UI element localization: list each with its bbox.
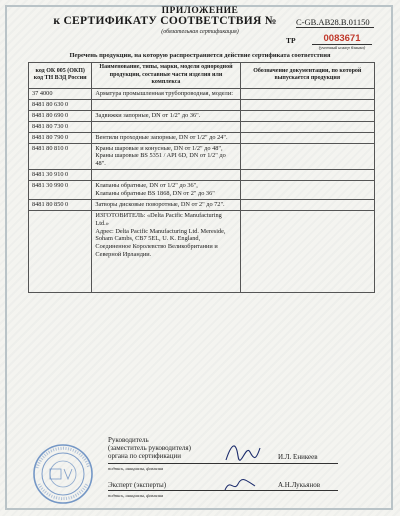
head-signature: [222, 440, 262, 466]
expert-signature: [222, 476, 258, 494]
row-name: Вентили проходные запорные, DN от 1/2" до 24".: [92, 132, 240, 143]
expert-signature-caption: подпись, инициалы, фамилия: [108, 493, 164, 498]
expert-label: Эксперт (эксперты): [108, 481, 167, 489]
blank-number-caption: (учетный номер бланка): [318, 45, 366, 50]
head-signature-caption: подпись, инициалы, фамилия: [108, 466, 164, 471]
row-doc: [240, 199, 374, 210]
table-header-code: код ОК 005 (ОКП) код ТН ВЭД России: [29, 63, 92, 89]
row-code: 8481 30 910 0: [29, 170, 92, 181]
blank-number: 0083671: [312, 33, 372, 45]
row-code: 8481 30 990 0: [29, 181, 92, 200]
table-header-name: Наименование, типы, марки, модели однородной продукции, составные части изделия или комплекса: [92, 63, 240, 89]
table-row: [29, 143, 375, 170]
row-doc: [240, 110, 374, 121]
expert-name: А.Н.Лукьянов: [278, 481, 321, 489]
row-doc: [240, 132, 374, 143]
row-doc: [240, 99, 374, 110]
row-name: Затворы дисковые поворотные, DN от 2" до 72".: [92, 199, 240, 210]
table-row: [29, 88, 375, 99]
table-row: [29, 132, 375, 143]
row-doc: [240, 121, 374, 132]
row-code: 8481 80 630 0: [29, 99, 92, 110]
row-code: 8481 80 690 0: [29, 110, 92, 121]
table-row: [29, 110, 375, 121]
table-header-doc: Обозначение документации, по которой выпускается продукция: [240, 63, 374, 89]
row-code: 8481 80 850 0: [29, 199, 92, 210]
row-doc: [240, 210, 374, 292]
row-code: 8481 80 810 0: [29, 143, 92, 170]
row-name: Задвижки запорные, DN от 1/2" до 36".: [92, 110, 240, 121]
certificate-number: C-GB.AB28.B.01150: [296, 17, 374, 28]
manufacturer-info: ИЗГОТОВИТЕЛЬ: «Delta Pacific Manufacturing Ltd.» Адрес: Delta Pacific Manufacturing Ltd. Mereside, Soham Cambs, CB7 5EL, U. K. England, Соединенное Королевство Великобритании и Северной Ирландии.: [92, 210, 240, 292]
table-row: [29, 181, 375, 200]
certification-type: (обязательная сертификация): [161, 29, 239, 35]
certificate-title: к СЕРТИФИКАТУ СООТВЕТСТВИЯ №: [53, 15, 277, 27]
table-row: [29, 199, 375, 210]
table-row: [29, 210, 375, 292]
row-code: 8481 80 790 0: [29, 132, 92, 143]
tr-label: ТР: [286, 36, 296, 45]
product-list-title: Перечень продукции, на которую распространяется действие сертификата соответствия: [69, 52, 331, 59]
row-name: [92, 170, 240, 181]
head-signatory-label: Руководитель (заместитель руководителя) органа по сертификации: [108, 436, 191, 461]
certification-seal: [31, 442, 95, 506]
product-table: [28, 62, 375, 293]
row-doc: [240, 88, 374, 99]
row-doc: [240, 143, 374, 170]
row-name: Краны шаровые и конусные, DN от 1/2" до 48", Краны шаровые BS 5351 / API 6D, DN от 1/2" до 48".: [92, 143, 240, 170]
row-code: [29, 210, 92, 292]
appendix-heading: ПРИЛОЖЕНИЕ: [161, 6, 239, 16]
row-doc: [240, 170, 374, 181]
table-row: [29, 121, 375, 132]
row-code: 37 4000: [29, 88, 92, 99]
head-name: И.Л. Еникеев: [278, 453, 318, 461]
row-code: 8481 80 730 0: [29, 121, 92, 132]
row-name: [92, 121, 240, 132]
row-doc: [240, 181, 374, 200]
row-name: [92, 99, 240, 110]
row-name: Клапаны обратные, DN от 1/2" до 36", Клапаны обратные BS 1868, DN от 2" до 36": [92, 181, 240, 200]
row-name: Арматура промышленная трубопроводная, модели:: [92, 88, 240, 99]
table-row: [29, 99, 375, 110]
table-row: [29, 170, 375, 181]
